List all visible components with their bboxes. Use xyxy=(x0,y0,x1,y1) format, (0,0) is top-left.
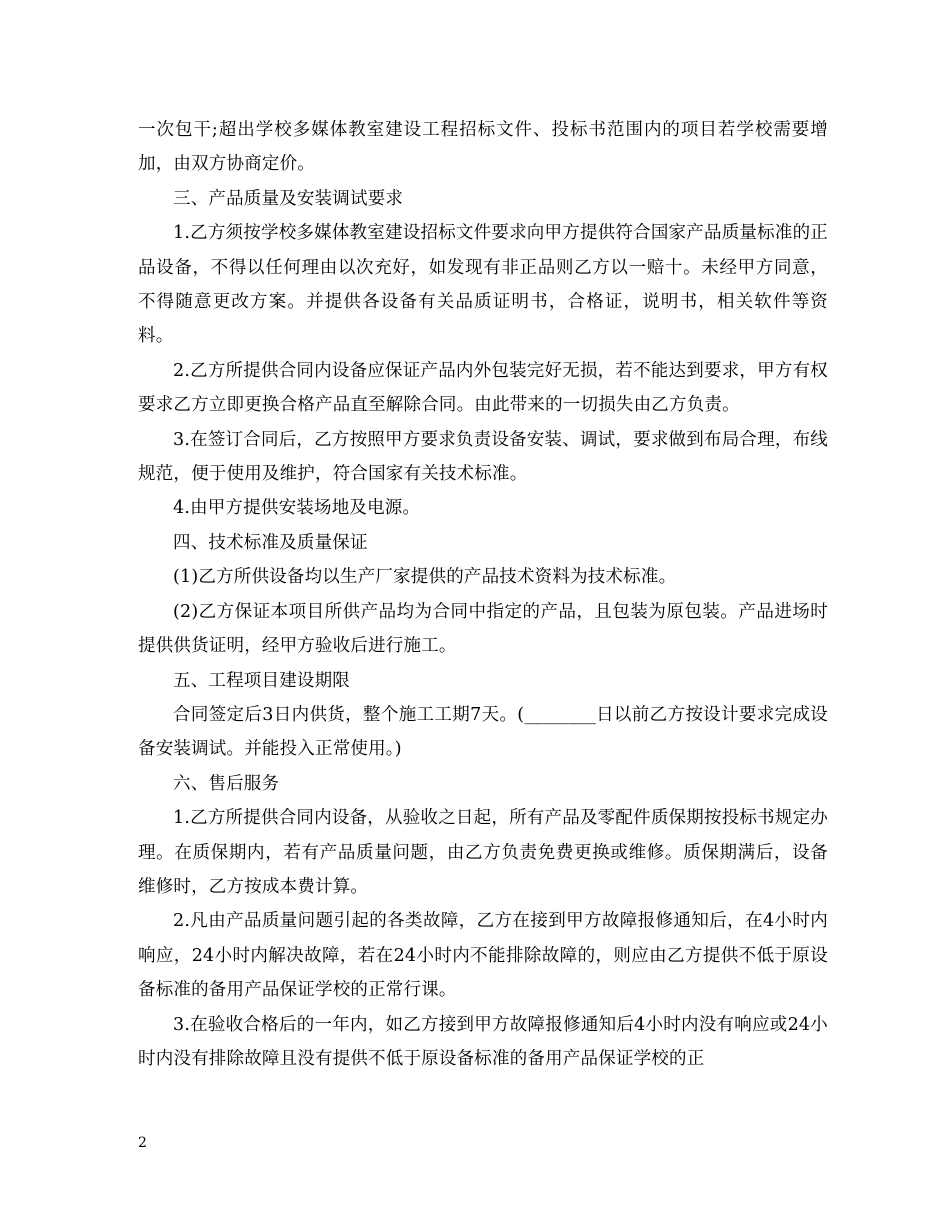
paragraph-quality-2: 2.乙方所提供合同内设备应保证产品内外包装完好无损，若不能达到要求，甲方有权要求乙方立即更换合格产品直至解除合同。由此带来的一切损失由乙方负责。 xyxy=(138,360,828,416)
paragraph-quality-3: 3.在签订合同后，乙方按照甲方要求负责设备安装、调试，要求做到布局合理，布线规范，便于使用及维护，符合国家有关技术标准。 xyxy=(138,429,828,485)
paragraph-service-3: 3.在验收合格后的一年内，如乙方接到甲方故障报修通知后4小时内没有响应或24小时内没有排除故障且没有提供不低于原设备标准的备用产品保证学校的正 xyxy=(138,1014,828,1069)
section-heading-schedule: 五、工程项目建设期限 xyxy=(173,670,350,691)
section-heading-standards: 四、技术标准及质量保证 xyxy=(173,532,368,553)
section-heading-quality: 三、产品质量及安装调试要求 xyxy=(173,188,404,209)
section-heading-service: 六、售后服务 xyxy=(173,773,280,794)
paragraph-schedule: 合同签定后3日内供货，整个施工工期7天。(________日以前乙方按设计要求完成设备安装调试。并能投入正常使用。) xyxy=(138,704,828,760)
paragraph-standards-2: (2)乙方保证本项目所供产品均为合同中指定的产品，且包装为原包装。产品进场时提供供货证明，经甲方验收后进行施工。 xyxy=(138,601,828,657)
paragraph-standards-1: (1)乙方所供设备均以生产厂家提供的产品技术资料为技术标准。 xyxy=(173,567,677,588)
page-number: 2 xyxy=(138,1135,147,1151)
paragraph-scope-continuation: 一次包干;超出学校多媒体教室建设工程招标文件、投标书范围内的项目若学校需要增加，由双方协商定价。 xyxy=(138,120,828,175)
document-body xyxy=(138,113,828,1076)
paragraph-quality-4: 4.由甲方提供安装场地及电源。 xyxy=(173,498,421,519)
paragraph-quality-1: 1.乙方须按学校多媒体教室建设招标文件要求向甲方提供符合国家产品质量标准的正品设备，不得以任何理由以次充好，如发现有非正品则乙方以一赔十。未经甲方同意，不得随意更改方案。并提供各设备有关品质证明书，合格证，说明书，相关软件等资料。 xyxy=(138,223,828,347)
paragraph-service-2: 2.凡由产品质量问题引起的各类故障，乙方在接到甲方故障报修通知后，在4小时内响应，24小时内解决故障，若在24小时内不能排除故障的，则应由乙方提供不低于原设备标准的备用产品保证学校的正常行课。 xyxy=(138,911,828,1001)
paragraph-service-1: 1.乙方所提供合同内设备，从验收之日起，所有产品及零配件质保期按投标书规定办理。在质保期内，若有产品质量问题，由乙方负责免费更换或维修。质保期满后，设备维修时，乙方按成本费计算。 xyxy=(138,808,828,897)
